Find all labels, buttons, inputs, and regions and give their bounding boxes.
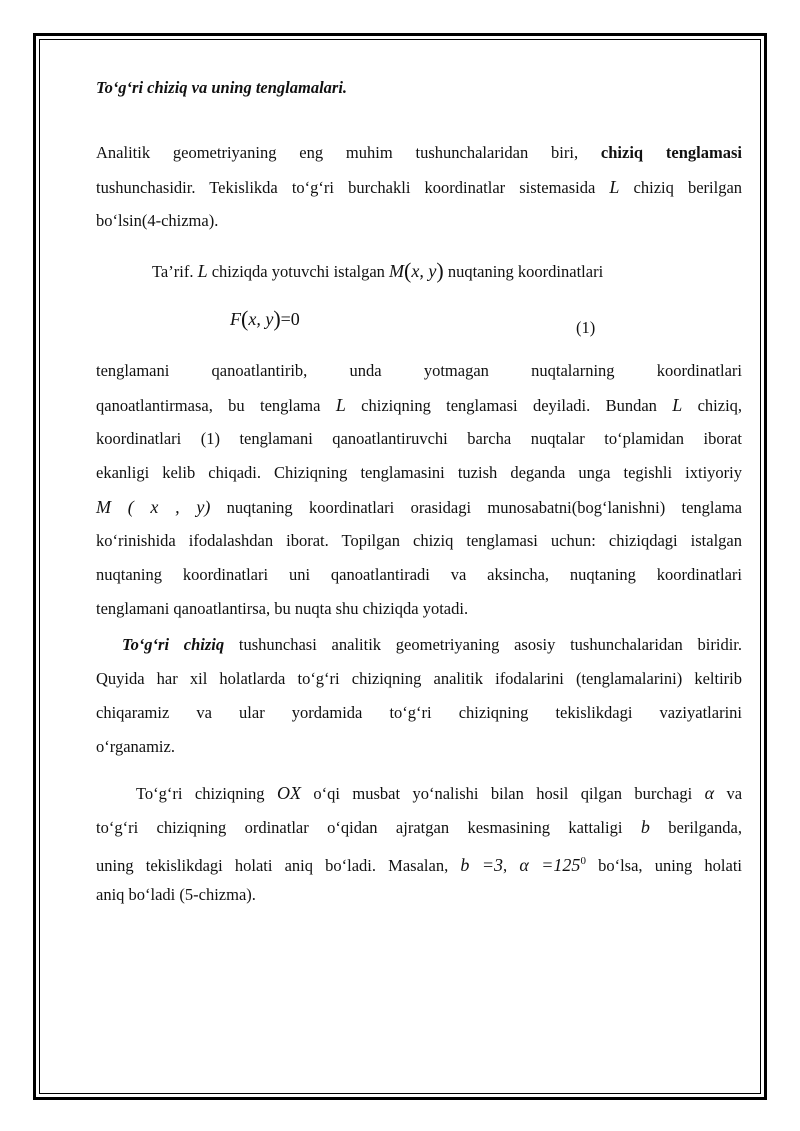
p4-text: berilganda, (668, 818, 743, 837)
p1-text: chiziq berilgan (633, 178, 743, 197)
math-var-L: L (672, 395, 683, 415)
p4-line-3 (96, 851, 742, 876)
p1-bold-term: chiziq tenglamasi (600, 143, 742, 162)
p4-text: bo‘lsa, uning holati (598, 856, 743, 875)
p4-line-1 (136, 783, 742, 804)
section-heading (96, 78, 742, 98)
p1-line-2 (96, 177, 742, 198)
math-alpha: α (704, 783, 715, 803)
p4-text: o‘qi musbat yo‘nalishi bilan hosil qilgan burchagi (313, 784, 693, 803)
p2-line-3 (96, 429, 742, 449)
p2-text: qanoatlantirmasa, bu tenglama (96, 396, 321, 415)
paren-open: ( (241, 306, 249, 331)
math-alpha-value (519, 855, 586, 875)
p4-text: to‘g‘ri chiziqning ordinatlar o‘qidan ajratgan kesmasining kattaligi (96, 818, 623, 837)
p2-text: tenglamani qanoatlantirsa, bu nuqta shu chiziqda yotadi. (96, 599, 469, 618)
p1-text: bo‘lsin(4-chizma). (96, 211, 219, 230)
p2-line-1 (96, 361, 742, 381)
p2-text: ko‘rinishida ifodalashdan iborat. Topilgan chiziq tenglamasi uchun: chiziqdagi istalgan (96, 531, 742, 550)
p3-text: tushunchasi analitik geometriyaning asosiy tushunchalaridan biridir. (238, 635, 742, 654)
p4-text: uning tekislikdagi holati aniq bo‘ladi. Masalan, (96, 856, 449, 875)
eq-function: F (230, 309, 241, 329)
p3-line-1 (122, 635, 742, 655)
p2-text: tenglamani qanoatlantirib, unda yotmagan nuqtalarning koordinatlari (96, 361, 742, 380)
definition-text: nuqtaning koordinatlari (447, 262, 604, 281)
point-name: M (389, 261, 405, 281)
p2-line-4 (96, 463, 742, 483)
p4-text: va (726, 784, 743, 803)
equation-number (576, 318, 616, 338)
p2-text: koordinatlari (1) tenglamani qanoatlantiruvchi barcha nuqtalar to‘plamidan iborat (96, 429, 742, 448)
p2-line-5 (96, 497, 742, 518)
definition-line (152, 260, 742, 282)
math-var-L: L (197, 261, 208, 281)
p3-text: Quyida har xil holatlarda to‘g‘ri chiziqning analitik ifodalarini (tenglamalarini) keltirib (96, 669, 742, 688)
paren-close: ) (273, 306, 281, 331)
p2-text: nuqtaning koordinatlari uni qanoatlantiradi va aksincha, nuqtaning koordinatlari (96, 565, 742, 584)
p1-line-1 (96, 143, 742, 163)
eq-args: x, y (248, 309, 274, 329)
p3-line-3 (96, 703, 742, 723)
p2-text: ekanligi kelib chiqadi. Chiziqning tenglamasini tuzish deganda unga tegishli ixtiyoriy (96, 463, 742, 482)
p4-text: aniq bo‘ladi (5-chizma). (96, 885, 256, 904)
p2-line-8 (96, 599, 742, 619)
p3-line-2 (96, 669, 742, 689)
p1-text: Analitik geometriyaning eng muhim tushunchalaridan biri, (96, 143, 579, 162)
p1-text: tushunchasidir. Tekislikda to‘g‘ri burchakli koordinatlar sistemasida (96, 178, 596, 197)
p3-line-4 (96, 737, 742, 757)
math-var-L: L (335, 395, 346, 415)
p2-text: chiziqning tenglamasi deyiladi. Bundan (361, 396, 657, 415)
p2-line-2 (96, 395, 742, 416)
eq-number: (1) (576, 318, 596, 337)
p3-text: o‘rganamiz. (96, 737, 175, 756)
equation-1 (230, 308, 530, 330)
p4-comma: , (503, 856, 508, 875)
degree-superscript: 0 (580, 855, 586, 867)
math-point-M (389, 258, 444, 283)
p3-text: chiqaramiz va ular yordamida to‘g‘ri chiziqning tekislikdagi vaziyatlarini (96, 703, 742, 722)
p4-line-2 (96, 817, 742, 838)
point-coords: x, y (411, 261, 437, 281)
math-point-M: M ( x , y) (96, 497, 211, 517)
p1-line-3 (96, 211, 742, 231)
p2-line-7 (96, 565, 742, 585)
paren-close: ) (436, 258, 444, 283)
math-var-L: L (609, 177, 620, 197)
p3-bold-term: To‘g‘ri chiziq (122, 635, 225, 654)
math-axis-OX: OX (276, 783, 301, 803)
eq-rhs: =0 (280, 309, 300, 329)
alpha-value: α =125 (519, 855, 581, 875)
p2-text: chiziq, (697, 396, 743, 415)
p4-line-4 (96, 885, 742, 905)
p2-text: nuqtaning koordinatlari orasidagi munosabatni(bog‘lanishni) tenglama (226, 498, 742, 517)
math-var-b: b (640, 817, 650, 837)
math-b-value: b =3 (460, 855, 504, 875)
definition-label: Ta’rif. (152, 262, 194, 281)
p2-line-6 (96, 531, 742, 551)
definition-text: chiziqda yotuvchi istalgan (211, 262, 385, 281)
paren-open: ( (404, 258, 412, 283)
p4-text: To‘g‘ri chiziqning (136, 784, 265, 803)
heading-text: To‘g‘ri chiziq va uning tenglamalari. (96, 78, 348, 97)
